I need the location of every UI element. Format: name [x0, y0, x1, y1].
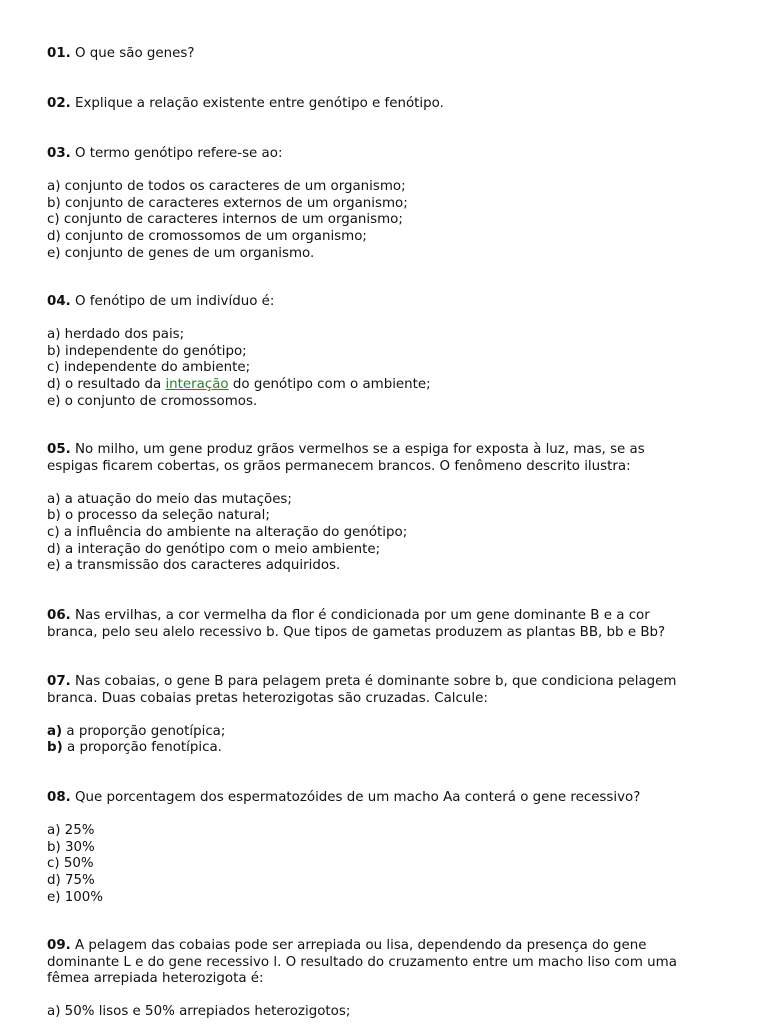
question-number: 05.: [47, 442, 71, 457]
question-text: branca. Duas cobaias pretas heterozigotas são cruzadas. Calcule:: [47, 690, 488, 706]
option-d: d) 75%: [47, 872, 95, 888]
option-e: e) a transmissão dos caracteres adquiridos.: [47, 558, 341, 574]
option-c: c) conjunto de caracteres internos de um organismo;: [47, 212, 403, 228]
option-a: a) 50% lisos e 50% arrepiados heterozigotos;: [47, 1004, 351, 1020]
option-list: [47, 492, 737, 575]
question-04: [47, 294, 737, 410]
option-a: a) 25%: [47, 823, 95, 839]
question-number: 09.: [47, 938, 71, 953]
option-list: [47, 823, 737, 906]
option-d: d) o resultado da interação do genótipo com o ambiente;: [47, 376, 431, 392]
question-text: O fenótipo de um indivíduo é:: [75, 294, 275, 309]
option-c: c) a influência do ambiente na alteração do genótipo;: [47, 524, 408, 540]
question-number: 02.: [47, 96, 71, 111]
question-number: 01.: [47, 46, 71, 61]
question-number: 07.: [47, 674, 71, 689]
question-07: [47, 674, 737, 757]
question-08: [47, 790, 737, 906]
question-text: espigas ficarem cobertas, os grãos permanecem brancos. O fenômeno descrito ilustra:: [47, 458, 631, 474]
question-text: Nas cobaias, o gene B para pelagem preta é dominante sobre b, que condiciona pelagem: [75, 674, 677, 689]
question-02: [47, 96, 737, 113]
question-text: Explique a relação existente entre genótipo e fenótipo.: [75, 96, 444, 111]
option-a: a) a atuação do meio das mutações;: [47, 491, 292, 507]
option-list: [47, 179, 737, 262]
option-d: d) conjunto de cromossomos de um organismo;: [47, 228, 367, 244]
question-text: O termo genótipo refere-se ao:: [75, 146, 283, 161]
option-d: d) a interação do genótipo com o meio ambiente;: [47, 541, 381, 557]
option-b: b) 30%: [47, 839, 95, 855]
question-text: dominante L e do gene recessivo l. O resultado do cruzamento entre um macho liso com uma: [47, 954, 677, 970]
option-list: [47, 327, 737, 410]
question-09: [47, 938, 737, 1021]
question-number: 08.: [47, 790, 71, 805]
option-c: c) 50%: [47, 856, 94, 872]
question-06: [47, 608, 737, 641]
option-a: a) a proporção genotípica;: [47, 723, 226, 739]
question-03: [47, 146, 737, 262]
question-01: [47, 46, 737, 63]
option-c: c) independente do ambiente;: [47, 360, 251, 376]
option-b: b) conjunto de caracteres externos de um organismo;: [47, 195, 408, 211]
option-a: a) herdado dos pais;: [47, 327, 185, 343]
option-list: [47, 1004, 737, 1021]
question-text: branca, pelo seu alelo recessivo b. Que tipos de gametas produzem as plantas BB, bb e Bb?: [47, 624, 666, 640]
option-e: e) o conjunto de cromossomos.: [47, 393, 258, 409]
question-text: O que são genes?: [75, 46, 195, 61]
interacao-link[interactable]: interação: [165, 376, 229, 392]
question-text: No milho, um gene produz grãos vermelhos se a espiga for exposta à luz, mas, se as: [75, 442, 645, 457]
option-e: e) conjunto de genes de um organismo.: [47, 245, 315, 261]
question-text: Que porcentagem dos espermatozóides de um macho Aa conterá o gene recessivo?: [75, 790, 641, 805]
question-number: 04.: [47, 294, 71, 309]
question-text: Nas ervilhas, a cor vermelha da flor é condicionada por um gene dominante B e a cor: [75, 608, 650, 623]
question-text: fêmea arrepiada heterozigota é:: [47, 971, 264, 987]
option-b: b) independente do genótipo;: [47, 343, 247, 359]
option-a: a) conjunto de todos os caracteres de um organismo;: [47, 179, 406, 195]
question-number: 06.: [47, 608, 71, 623]
question-05: [47, 442, 737, 575]
question-number: 03.: [47, 146, 71, 161]
option-b: b) a proporção fenotípica.: [47, 740, 222, 756]
option-b: b) o processo da seleção natural;: [47, 508, 270, 524]
option-e: e) 100%: [47, 889, 104, 905]
option-list: [47, 724, 737, 757]
question-text: A pelagem das cobaias pode ser arrepiada ou lisa, dependendo da presença do gene: [75, 938, 647, 953]
